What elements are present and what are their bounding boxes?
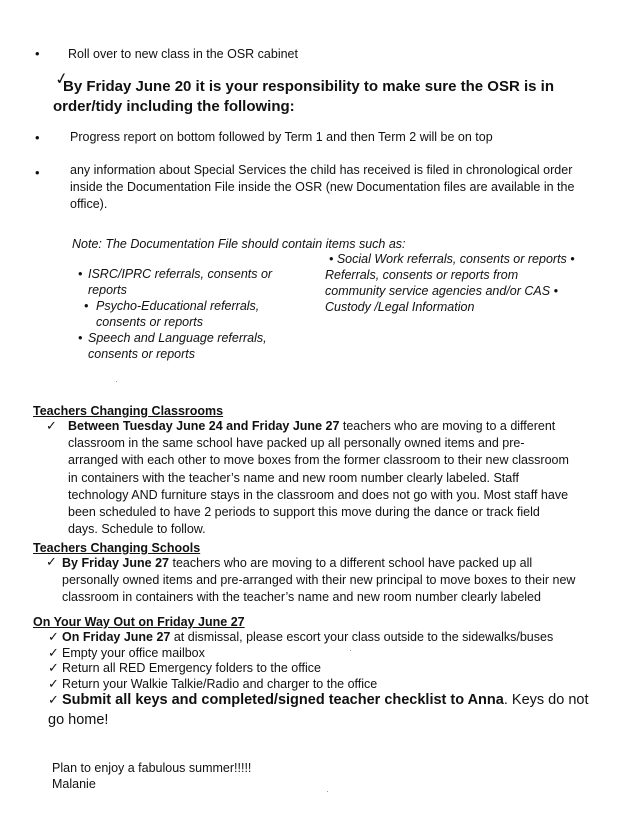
way-out-item xyxy=(48,646,608,662)
check-mark-icon: ✓ xyxy=(48,676,59,692)
bullet: • xyxy=(35,165,40,180)
way-out-list xyxy=(48,630,608,692)
doc-right-line: community service agencies and/or CAS • xyxy=(325,284,558,298)
way-out-text: Return your Walkie Talkie/Radio and charger to the office xyxy=(62,676,378,691)
roll-over-text: Roll over to new class in the OSR cabinet xyxy=(68,47,298,61)
osr-heading-line1: By Friday June 20 it is your responsibility to make sure the OSR is in xyxy=(63,78,554,95)
documentation-note: Note: The Documentation File should contain items such as: xyxy=(72,237,406,251)
bullet: • xyxy=(35,130,40,145)
bullet: • xyxy=(78,267,83,281)
bullet: • xyxy=(35,46,40,61)
way-out-text: Return all RED Emergency folders to the office xyxy=(62,661,321,675)
classrooms-body xyxy=(68,418,573,538)
doc-item xyxy=(78,298,293,330)
keys-bold: Submit all keys and completed/signed teacher checklist to Anna xyxy=(62,692,504,708)
closing xyxy=(52,760,251,792)
schools-body xyxy=(62,555,592,606)
check-mark-icon: ✓ xyxy=(48,661,59,676)
classrooms-date: Between Tuesday June 24 and Friday June 27 xyxy=(68,419,340,433)
classrooms-text: teachers who are moving to a different classroom in the same school have packed up all personally owned items and pre-arranged with each other to move boxes from the former classroom to their new classroom in containers with the teacher’s name and new room number clearly labeled. Staff technology AND furniture stays in the classroom and does not go with you. Most staff have been scheduled to have 2 periods to support this move during the dance or track field days. Schedule to follow. xyxy=(68,419,569,537)
doc-items-left xyxy=(78,266,293,362)
osr-heading-line2: order/tidy including the following: xyxy=(53,98,295,115)
check-mark-icon: ✓ xyxy=(46,555,57,570)
check-mark-icon: ✓ xyxy=(48,693,59,708)
doc-item-text: Psycho-Educational referrals, consents or reports xyxy=(96,299,260,329)
schools-text: teachers who are moving to a different school have packed up all personally owned items and pre-arranged with their new principal to move boxes to their new classroom in containers with the teacher’s name and new room number clearly labeled xyxy=(62,556,576,604)
doc-right-line: Referrals, consents or reports from xyxy=(325,268,519,282)
check-mark-icon: ✓ xyxy=(53,67,70,90)
doc-items-right xyxy=(325,251,615,315)
way-out-text: Empty your office mailbox xyxy=(62,645,205,660)
scan-speck xyxy=(116,381,117,382)
bullet: • xyxy=(84,299,89,313)
schools-date: By Friday June 27 xyxy=(62,556,169,570)
doc-right-line: Custody /Legal Information xyxy=(325,300,475,314)
check-mark-icon: ✓ xyxy=(46,419,57,434)
scan-speck xyxy=(327,791,328,792)
signature: Malanie xyxy=(52,777,96,791)
classrooms-title: Teachers Changing Classrooms xyxy=(33,404,224,418)
way-out-text: at dismissal, please escort your class outside to the sidewalks/buses xyxy=(170,630,554,644)
closing-line: Plan to enjoy a fabulous summer!!!!! xyxy=(52,761,252,775)
way-out-date: On Friday June 27 xyxy=(62,630,171,644)
doc-item xyxy=(78,330,293,362)
way-out-item xyxy=(48,630,608,646)
doc-right-line: • Social Work referrals, consents or reports • xyxy=(329,252,575,266)
doc-item-text: Speech and Language referrals, consents or reports xyxy=(88,331,267,361)
check-mark-icon: ✓ xyxy=(48,645,59,661)
way-out-title: On Your Way Out on Friday June 27 xyxy=(33,615,245,629)
doc-item xyxy=(78,266,293,298)
way-out-item xyxy=(48,661,608,677)
check-mark-icon: ✓ xyxy=(48,630,59,645)
bullet: • xyxy=(78,331,83,345)
doc-item-text: ISRC/IPRC referrals, consents or reports xyxy=(88,267,273,297)
osr-heading xyxy=(53,77,613,117)
way-out-keys xyxy=(48,690,603,730)
progress-item: Progress report on bottom followed by Term 1 and then Term 2 will be on top xyxy=(70,130,493,144)
special-services-item: any information about Special Services the child has received is filed in chronological order inside the Documentation File inside the OSR (new Documentation files are available in the office). xyxy=(70,163,575,211)
scan-speck xyxy=(350,650,351,651)
schools-title: Teachers Changing Schools xyxy=(33,541,201,555)
keys-text: . Keys do not go home! xyxy=(48,692,589,728)
